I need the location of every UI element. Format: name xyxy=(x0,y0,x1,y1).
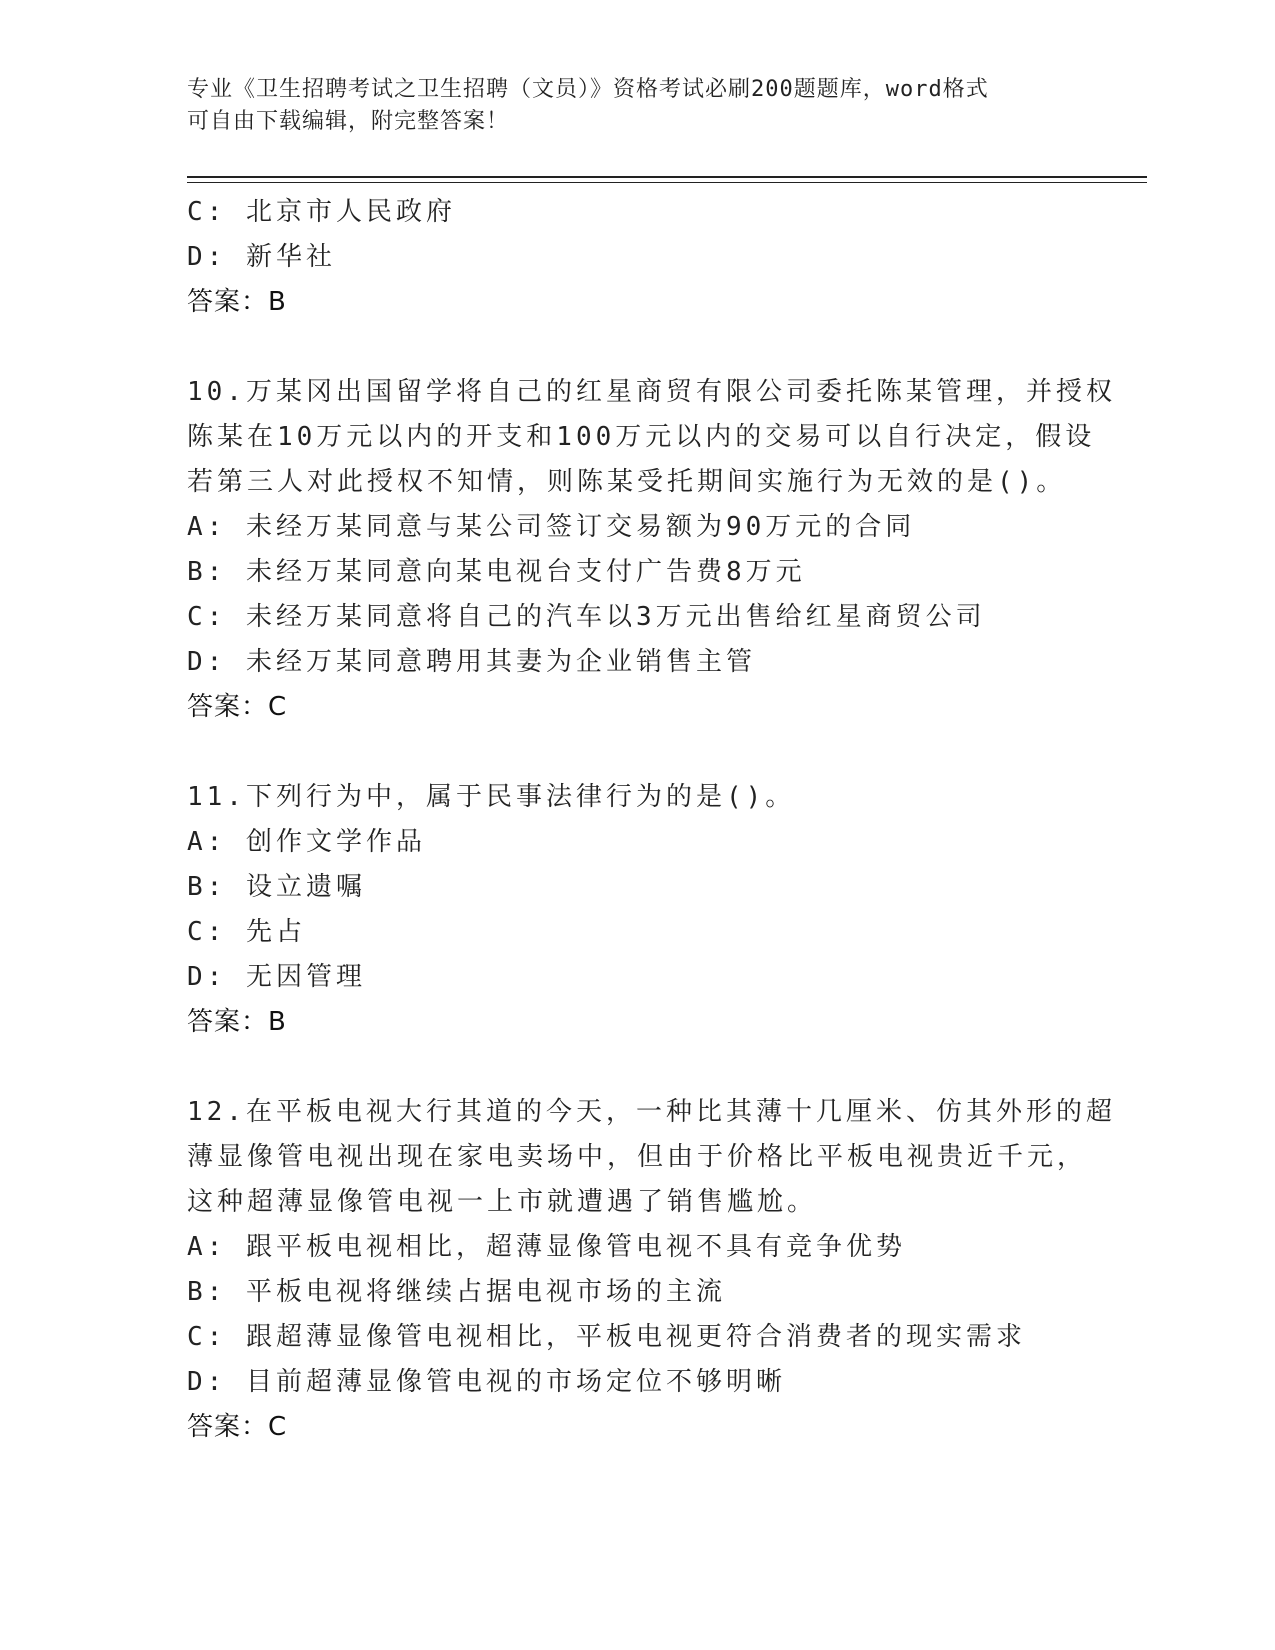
spacer xyxy=(187,730,1087,775)
spacer xyxy=(187,325,1087,370)
header-line-2: 可自由下载编辑，附完整答案！ xyxy=(187,109,510,134)
q9-option-d: D: 新华社 xyxy=(187,242,336,272)
q11-option-d: D: 无因管理 xyxy=(187,962,366,992)
q12-option-c: C: 跟超薄显像管电视相比，平板电视更符合消费者的现实需求 xyxy=(187,1322,1026,1352)
question-12 xyxy=(187,1090,1116,1450)
q10-option-c: C: 未经万某同意将自己的汽车以3万元出售给红星商贸公司 xyxy=(187,602,986,632)
q11-stem-line-1: 11.下列行为中，属于民事法律行为的是()。 xyxy=(187,782,796,812)
q12-option-a: A: 跟平板电视相比，超薄显像管电视不具有竞争优势 xyxy=(187,1232,906,1262)
q12-answer: 答案：C xyxy=(187,1412,288,1442)
q12-stem-line-2: 薄显像管电视出现在家电卖场中，但由于价格比平板电视贵近千元， xyxy=(187,1142,1088,1172)
q10-option-a: A: 未经万某同意与某公司签订交易额为90万元的合同 xyxy=(187,512,916,542)
q10-stem-line-3: 若第三人对此授权不知情，则陈某受托期间实施行为无效的是()。 xyxy=(187,467,1067,497)
question-11 xyxy=(187,775,1087,1045)
q12-stem-line-1: 12.在平板电视大行其道的今天，一种比其薄十几厘米、仿其外形的超 xyxy=(187,1097,1116,1127)
q11-option-a: A: 创作文学作品 xyxy=(187,827,426,857)
document-header xyxy=(187,74,1087,138)
q10-stem-line-1: 10.万某冈出国留学将自己的红星商贸有限公司委托陈某管理，并授权 xyxy=(187,377,1116,407)
q10-option-b: B: 未经万某同意向某电视台支付广告费8万元 xyxy=(187,557,806,587)
spacer xyxy=(187,1045,1087,1090)
header-line-1: 专业《卫生招聘考试之卫生招聘（文员）》资格考试必刷200题题库，word格式 xyxy=(187,77,989,102)
q12-stem-line-3: 这种超薄显像管电视一上市就遭遇了销售尴尬。 xyxy=(187,1187,818,1217)
question-10 xyxy=(187,370,1116,730)
q11-answer: 答案：B xyxy=(187,1007,287,1037)
q11-option-b: B: 设立遗嘱 xyxy=(187,872,366,902)
question-list xyxy=(187,190,1116,1450)
q9-option-c: C: 北京市人民政府 xyxy=(187,197,456,227)
q10-answer: 答案：C xyxy=(187,692,288,722)
q10-stem-line-2: 陈某在10万元以内的开支和100万元以内的交易可以自行决定，假设 xyxy=(187,422,1096,452)
q10-option-d: D: 未经万某同意聘用其妻为企业销售主管 xyxy=(187,647,756,677)
header-divider-thin xyxy=(187,182,1147,183)
q12-option-d: D: 目前超薄显像管电视的市场定位不够明晰 xyxy=(187,1367,786,1397)
question-9 xyxy=(187,190,1087,325)
header-divider-thick xyxy=(187,176,1147,178)
q12-option-b: B: 平板电视将继续占据电视市场的主流 xyxy=(187,1277,726,1307)
q9-answer: 答案：B xyxy=(187,287,287,317)
q11-option-c: C: 先占 xyxy=(187,917,306,947)
